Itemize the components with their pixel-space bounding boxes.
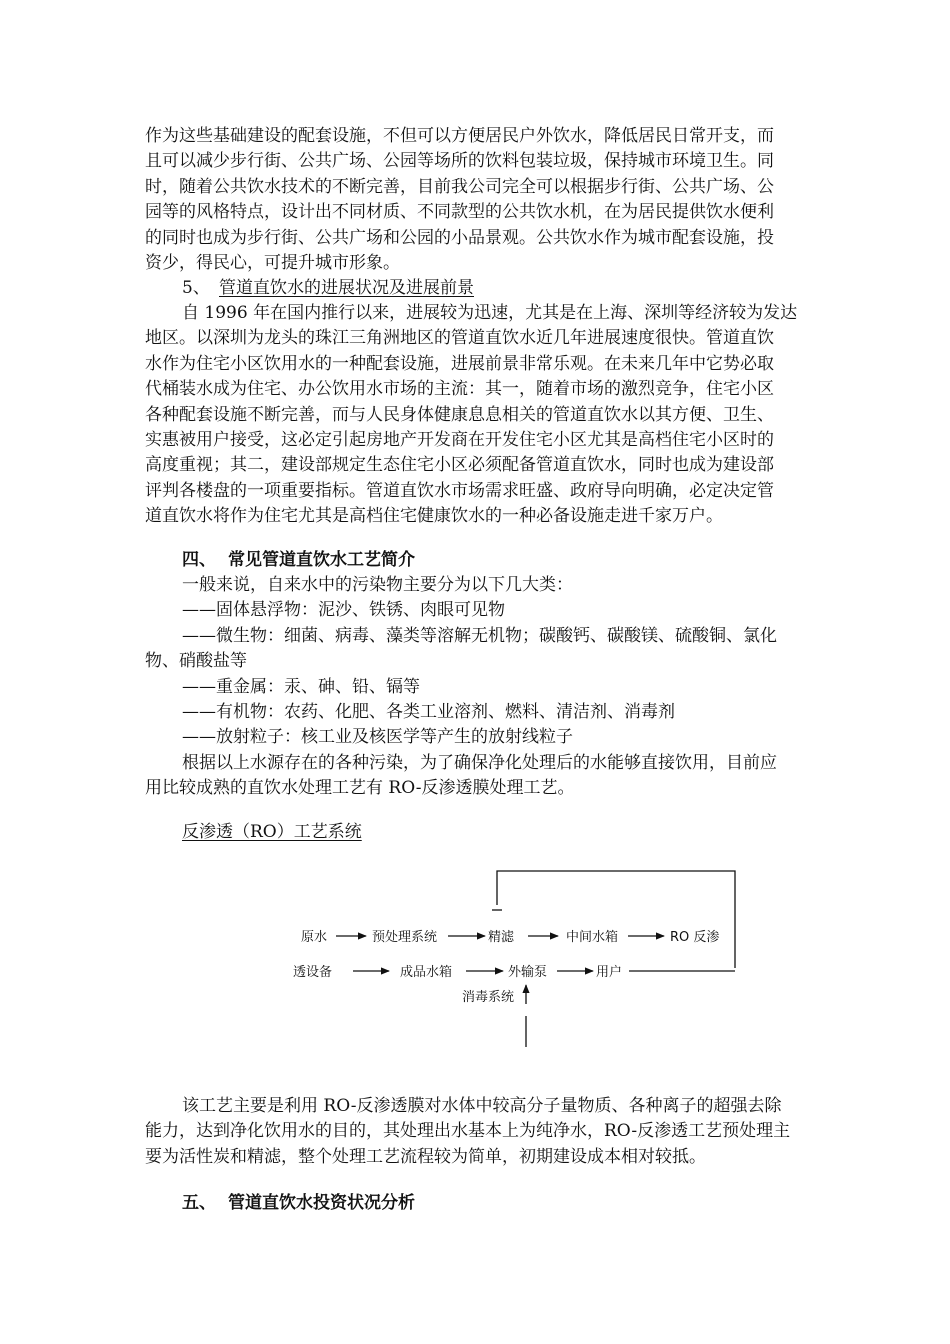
list-item: ——有机物：农药、化肥、各类工业溶剂、燃料、清洁剂、消毒剂 bbox=[182, 702, 675, 723]
diagram-caption bbox=[145, 820, 865, 845]
text-line: 的同时也成为步行街、公共广场和公园的小品景观。公共饮水作为城市配套设施，投 bbox=[145, 227, 774, 248]
text-line: 资少，得民心，可提升城市形象。 bbox=[145, 253, 400, 274]
node-permeate-device: 透设备 bbox=[293, 965, 333, 980]
node-user: 用户 bbox=[596, 965, 623, 980]
text-line: 用比较成熟的直饮水处理工艺有 RO-反渗透膜处理工艺。 bbox=[145, 778, 575, 799]
text-line: 代桶装水成为住宅、办公饮用水市场的主流：其一，随着市场的激烈竞争，住宅小区 bbox=[145, 379, 774, 400]
node-delivery-pump: 外输泵 bbox=[508, 965, 548, 980]
text-line: 实惠被用户接受，这必定引起房地产开发商在开发住宅小区尤其是高档住宅小区时的 bbox=[145, 430, 774, 451]
pollutant-list bbox=[145, 573, 865, 802]
heading-number: 四、 bbox=[182, 550, 216, 570]
loop-line bbox=[497, 871, 735, 968]
paragraph-public-drinking bbox=[145, 124, 865, 276]
text-line: 各种配套设施不断完善，而与人民身体健康息息相关的管道直饮水以其方便、卫生、 bbox=[145, 404, 774, 425]
node-middle-tank: 中间水箱 bbox=[566, 930, 619, 945]
text-line: 要为活性炭和精滤，整个处理工艺流程较为简单，初期建设成本相对较抵。 bbox=[145, 1146, 706, 1167]
node-ro: RO 反渗 bbox=[670, 930, 720, 945]
text-line: 该工艺主要是利用 RO-反渗透膜对水体中较高分子量物质、各种离子的超强去除 bbox=[182, 1096, 782, 1116]
text-line: 评判各楼盘的一项重要指标。管道直饮水市场需求旺盛、政府导向明确，必定决定管 bbox=[145, 480, 774, 501]
diagram-caption-text: 反渗透（RO）工艺系统 bbox=[182, 822, 362, 842]
text-line: 水作为住宅小区饮用水的一种配套设施，进展前景非常乐观。在未来几年中它势必取 bbox=[145, 353, 774, 374]
list-item: ——微生物：细菌、病毒、藻类等溶解无机物；碳酸钙、碳酸镁、硫酸铜、氯化 bbox=[182, 625, 777, 646]
text-line: 地区。以深圳为龙头的珠江三角洲地区的管道直饮水近几年进展速度很快。管道直饮 bbox=[145, 328, 774, 349]
heading-5 bbox=[145, 1191, 865, 1216]
section-title: 管道直饮水的进展状况及进展前景 bbox=[219, 278, 474, 298]
list-item-continuation: 物、硝酸盐等 bbox=[145, 651, 247, 672]
text-line: 根据以上水源存在的各种污染，为了确保净化处理后的水能够直接饮用，目前应 bbox=[182, 752, 777, 773]
text-line: 时，随着公共饮水技术的不断完善，目前我公司完全可以根据步行街、公共广场、公 bbox=[145, 176, 774, 197]
node-disinfection: 消毒系统 bbox=[462, 990, 515, 1005]
list-intro: 一般来说，自来水中的污染物主要分为以下几大类： bbox=[182, 575, 573, 595]
list-item: ——固体悬浮物：泥沙、铁锈、肉眼可见物 bbox=[182, 600, 505, 621]
section-number: 5、 bbox=[182, 278, 210, 298]
section-5-heading bbox=[145, 276, 865, 301]
text-line: 且可以减少步行街、公共广场、公园等场所的饮料包装垃圾，保持城市环境卫生。同 bbox=[145, 151, 774, 172]
list-item: ——放射粒子：核工业及核医学等产生的放射线粒子 bbox=[182, 727, 573, 748]
node-product-tank: 成品水箱 bbox=[400, 965, 453, 980]
paragraph-development bbox=[145, 301, 865, 530]
paragraph-ro-description bbox=[145, 1094, 865, 1170]
list-item: ——重金属：汞、砷、铅、镉等 bbox=[182, 676, 420, 697]
text-line: 作为这些基础建设的配套设施，不但可以方便居民户外饮水，降低居民日常开支，而 bbox=[145, 126, 774, 146]
node-raw-water: 原水 bbox=[301, 930, 328, 945]
heading-title: 管道直饮水投资状况分析 bbox=[228, 1193, 415, 1213]
heading-title: 常见管道直饮水工艺简介 bbox=[228, 550, 415, 570]
text-line: 自 1996 年在国内推行以来，进展较为迅速，尤其是在上海、深圳等经济较为发达 bbox=[182, 303, 798, 323]
text-line: 园等的风格特点，设计出不同材质、不同款型的公共饮水机，在为居民提供饮水便利 bbox=[145, 202, 774, 223]
heading-number: 五、 bbox=[182, 1193, 216, 1213]
text-line: 高度重视；其二，建设部规定生态住宅小区必须配备管道直饮水，同时也成为建设部 bbox=[145, 455, 774, 476]
node-fine-filter: 精滤 bbox=[488, 930, 515, 945]
node-pretreatment: 预处理系统 bbox=[372, 930, 438, 945]
text-line: 道直饮水将作为住宅尤其是高档住宅健康饮水的一种必备设施走进千家万户。 bbox=[145, 506, 723, 527]
heading-4 bbox=[145, 548, 865, 573]
text-line: 能力，达到净化饮用水的目的，其处理出水基本上为纯净水，RO-反渗透工艺预处理主 bbox=[145, 1121, 791, 1142]
